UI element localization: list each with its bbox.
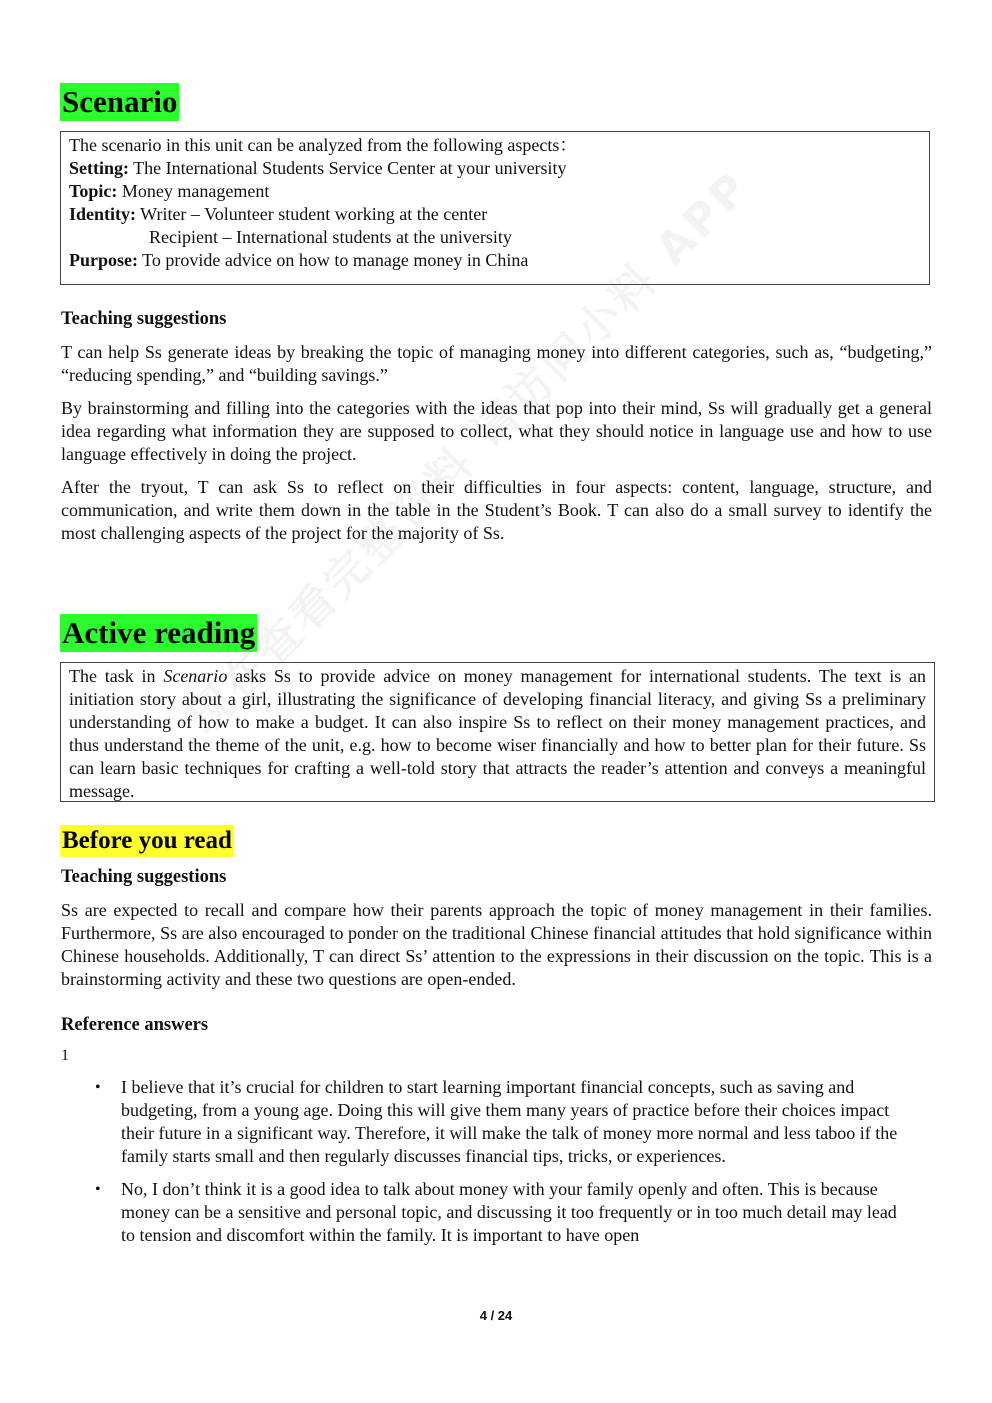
purpose-value: To provide advice on how to manage money in China [138, 250, 529, 270]
scenario-intro: The scenario in this unit can be analyzed from the following aspects： [69, 135, 578, 155]
active-reading-text-italic: Scenario [163, 666, 228, 686]
active-reading-heading: Active reading [62, 615, 256, 650]
scenario-paragraph-2: By brainstorming and filling into the categories with the ideas that pop into their mind, Ss will gradually get a general idea regarding what information they are supposed to collect, what they should notice in language use and how to use language effectively in doing the project. [61, 398, 932, 464]
answer-list [95, 1076, 915, 1257]
teaching-suggestions-heading-2: Teaching suggestions [61, 867, 227, 887]
identity-label: Identity: [69, 204, 136, 224]
scenario-heading: Scenario [62, 84, 178, 119]
topic-label: Topic: [69, 181, 118, 201]
scenario-purpose [69, 249, 921, 272]
reference-answers-heading: Reference answers [61, 1015, 209, 1035]
scenario-paragraph-1: T can help Ss generate ideas by breaking the topic of managing money into different categories, such as, “budgeting,” “reducing spending,” and “building savings.” [61, 342, 932, 385]
scenario-paragraph-3: After the tryout, T can ask Ss to reflect on their difficulties in four aspects: content, language, structure, and communication, and write them down in the table in the Student’s Book. T can also do a small survey to identify the most challenging aspects of the project for the majority of Ss. [61, 477, 932, 543]
teaching-suggestions-heading: Teaching suggestions [61, 309, 227, 329]
setting-label: Setting: [69, 158, 129, 178]
purpose-label: Purpose: [69, 250, 138, 270]
before-you-read-paragraph: Ss are expected to recall and compare how their parents approach the topic of money management in their families. Furthermore, Ss are also encouraged to ponder on the traditional Chinese financial attitudes that hold significance within Chinese households. Additionally, T can direct Ss’ attention to the expressions in their discussion on the topic. This is a brainstorming activity and these two questions are open-ended. [61, 900, 932, 989]
scenario-setting [69, 157, 921, 180]
identity-value-2: Recipient – International students at the university [149, 227, 512, 247]
active-reading-text [69, 665, 926, 803]
page-number: 4 / 24 [479, 1308, 513, 1323]
identity-value: Writer – Volunteer student working at the center [136, 204, 488, 224]
bullet-icon: • [95, 1181, 101, 1198]
topic-value: Money management [117, 181, 270, 201]
scenario-topic [69, 180, 921, 203]
active-reading-text-start: The task in [69, 666, 164, 686]
list-item [95, 1076, 915, 1168]
active-reading-text-rest: asks Ss to provide advice on money management for international students. The text is an initiation story about a girl, illustrating the significance of developing financial literacy, and giving Ss a preliminary understanding of how to make a budget. It can also inspire Ss to reflect on their money management practices, and thus understand the theme of the unit, e.g. how to become wiser financially and how to better plan for their future. Ss can learn basic techniques for crafting a well-told story that attracts the reader’s attention and conveys a meaningful message. [69, 666, 926, 801]
setting-value: The International Students Service Center at your university [129, 158, 567, 178]
list-item [95, 1178, 915, 1247]
active-reading-box [60, 662, 935, 802]
scenario-box [60, 131, 930, 285]
answer-bullet-1: I believe that it’s crucial for children to start learning important financial concepts, such as saving and budgeting, from a young age. Doing this will give them many years of practice before their choices impact their future in a significant way. Therefore, it will make the talk of money more normal and less taboo if the family starts small and then regularly discusses financial tips, tricks, or experiences. [121, 1077, 898, 1166]
answer-number: 1 [61, 1047, 69, 1064]
bullet-icon: • [95, 1079, 101, 1096]
answer-bullet-2: No, I don’t think it is a good idea to talk about money with your family openly and often. This is because money can be a sensitive and personal topic, and discussing it too frequently or in too much detail may lead to tension and discomfort within the family. It is important to have open [121, 1179, 897, 1245]
before-you-read-heading: Before you read [60, 825, 234, 857]
scenario-identity [69, 203, 921, 226]
